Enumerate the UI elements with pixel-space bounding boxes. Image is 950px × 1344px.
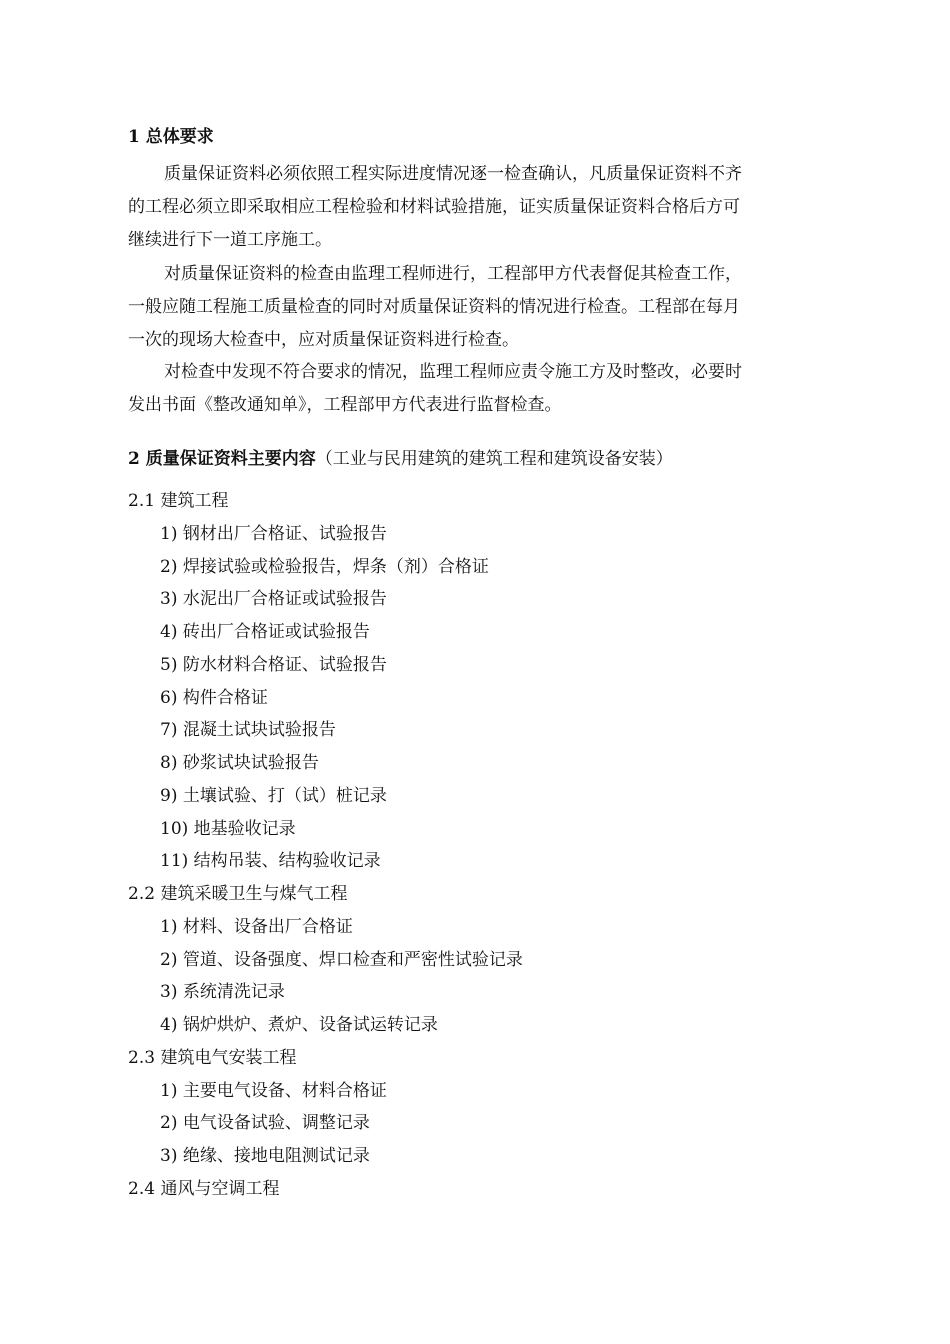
list-item: 1) 材料、设备出厂合格证 xyxy=(160,917,353,937)
paragraph-1 xyxy=(128,158,828,257)
list-item: 8) 砂浆试块试验报告 xyxy=(160,753,319,773)
paragraph-line: 继续进行下一道工序施工。 xyxy=(128,230,332,250)
paragraph-line: 质量保证资料必须依照工程实际进度情况逐一检查确认，凡质量保证资料不齐 xyxy=(164,164,742,184)
subsection-title: 2.1 建筑工程 xyxy=(128,491,229,511)
section-2-heading-title: 2 质量保证资料主要内容 xyxy=(128,449,316,469)
paragraph-line: 的工程必须立即采取相应工程检验和材料试验措施，证实质量保证资料合格后方可 xyxy=(128,197,740,217)
list-item: 2) 电气设备试验、调整记录 xyxy=(160,1113,370,1133)
paragraph-line: 对质量保证资料的检查由监理工程师进行，工程部甲方代表督促其检查工作， xyxy=(164,264,742,284)
subsection-title: 2.3 建筑电气安装工程 xyxy=(128,1048,297,1068)
section-1-heading: 1 总体要求 xyxy=(128,127,214,147)
list-item: 1) 主要电气设备、材料合格证 xyxy=(160,1081,387,1101)
list-item: 9) 土壤试验、打（试）桩记录 xyxy=(160,786,387,806)
paragraph-line: 对检查中发现不符合要求的情况，监理工程师应责令施工方及时整改，必要时 xyxy=(164,362,742,382)
section-2-heading-note: （工业与民用建筑的建筑工程和建筑设备安装） xyxy=(315,449,673,469)
list-item: 6) 构件合格证 xyxy=(160,688,268,708)
list-item: 3) 系统清洗记录 xyxy=(160,982,285,1002)
list-item: 4) 锅炉烘炉、煮炉、设备试运转记录 xyxy=(160,1015,438,1035)
list-item: 11) 结构吊装、结构验收记录 xyxy=(160,851,381,871)
paragraph-line: 发出书面《整改通知单》，工程部甲方代表进行监督检查。 xyxy=(128,395,562,415)
list-item: 10) 地基验收记录 xyxy=(160,819,296,839)
section-2-heading xyxy=(128,444,673,469)
list-item: 3) 绝缘、接地电阻测试记录 xyxy=(160,1146,370,1166)
list-item: 4) 砖出厂合格证或试验报告 xyxy=(160,622,370,642)
list-item: 1) 钢材出厂合格证、试验报告 xyxy=(160,524,387,544)
list-item: 7) 混凝土试块试验报告 xyxy=(160,720,336,740)
paragraph-line: 一次的现场大检查中，应对质量保证资料进行检查。 xyxy=(128,330,519,350)
paragraph-2 xyxy=(128,258,828,357)
list-item: 2) 焊接试验或检验报告，焊条（剂）合格证 xyxy=(160,557,489,577)
subsection-title: 2.4 通风与空调工程 xyxy=(128,1179,280,1199)
list-item: 2) 管道、设备强度、焊口检查和严密性试验记录 xyxy=(160,950,523,970)
list-item: 5) 防水材料合格证、试验报告 xyxy=(160,655,387,675)
subsection-title: 2.2 建筑采暖卫生与煤气工程 xyxy=(128,884,348,904)
paragraph-line: 一般应随工程施工质量检查的同时对质量保证资料的情况进行检查。工程部在每月 xyxy=(128,297,740,317)
list-item: 3) 水泥出厂合格证或试验报告 xyxy=(160,589,387,609)
paragraph-3 xyxy=(128,356,828,422)
